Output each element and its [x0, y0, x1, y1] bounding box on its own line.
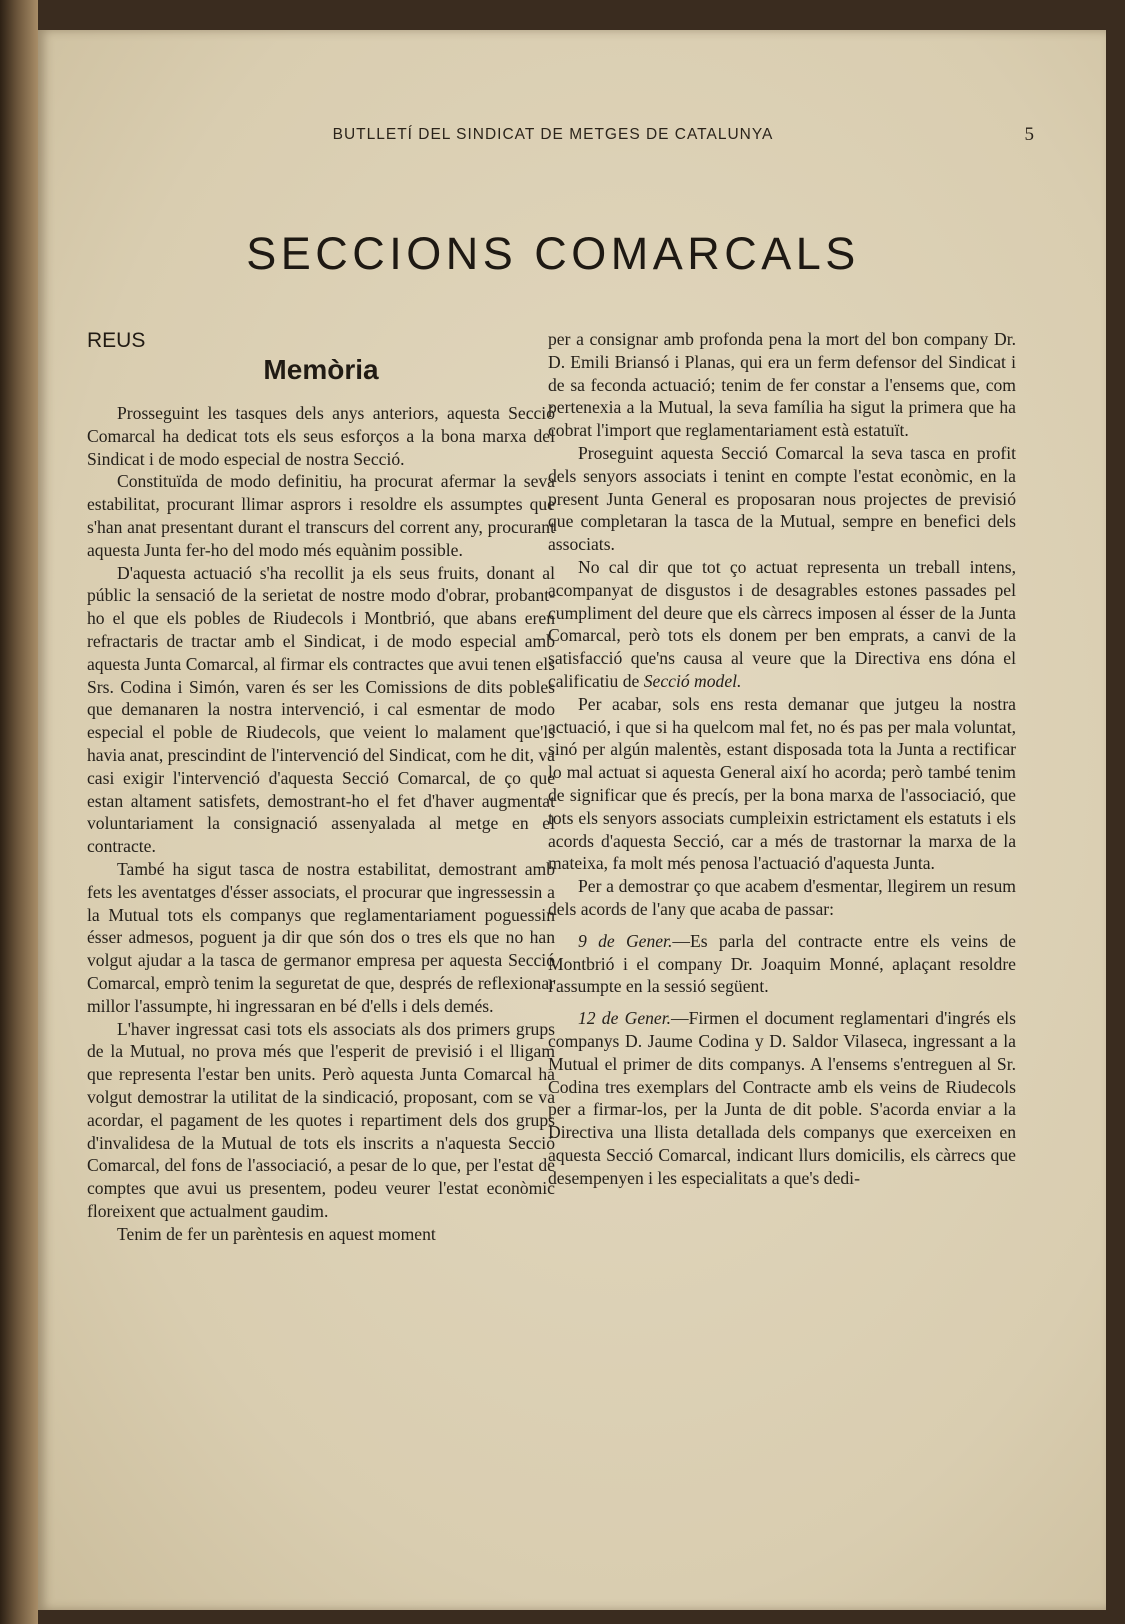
book-spine: [0, 0, 38, 1624]
entry-date: 12 de Gener.: [578, 1008, 672, 1029]
page-number: 5: [1024, 124, 1034, 145]
paragraph: Tenim de fer un parèntesis en aquest moment: [117, 1223, 436, 1244]
paragraph: Prosseguint les tasques dels anys anteriors, aquesta Secció Comarcal ha dedicat tots els seus esforços a la bona marxa del Sindicat i de modo especial de nostra Secció.: [87, 403, 555, 469]
section-heading: Memòria: [263, 354, 379, 385]
minutes-entry: [548, 1007, 1016, 1189]
paragraph: Proseguint aquesta Secció Comarcal la seva tasca en profit dels senyors associats i tenint en compte l'estat econòmic, en la present Junta General es proposaran nous projectes de previsió que completaran la tasca de la Mutual, sempre en benefici dels associats.: [548, 442, 1016, 555]
emphasis-text: Secció model.: [643, 670, 742, 691]
page-title: SECCIONS COMARCALS: [246, 228, 860, 279]
entry-text: —Firmen el document reglamentari d'ingrés els companys D. Jaume Codina y D. Saldor Vilaseca, ingressant a la Mutual el primer de dits companys. A l'ensems s'entreguen al Sr. Codina tres exemplars del Contracte amb els veins de Riudecols per a firmar-los, per la Junta de dit poble. S'acorda enviar a la Directiva una llista detallada dels companys que exerceixen en aquesta Secció Comarcal, indicant llurs domicilis, els càrrecs que desempenyen i les especialitats a que's dedi-: [548, 1008, 1016, 1188]
paragraph: D'aquesta actuació s'ha recollit ja els seus fruits, donant al públic la sensació de la serietat de nostre modo d'obrar, probant-ho el que els pobles de Riudecols i Montbrió, que abans eren refractaris de tractar amb el Sindicat, i de modo especial amb aquesta Junta Comarcal, al firmar els contractes que avui tenen els Srs. Codina i Simón, varen és ser les Comissions de dits pobles que demanaren la nostra intervenció, i cal esmentar de modo especial el poble de Riudecols, que veient lo malament que'ls havia anat, prescindint de l'intervenció del Sindicat, com he dit, va casi exigir l'intervenció d'aquesta Secció Comarcal, de ço que estan altament satisfets, demostrant-ho el fet d'haver augmentat voluntariament la consignació assenyalada al metge en el contracte.: [87, 562, 555, 857]
paragraph: Per acabar, sols ens resta demanar que jutgeu la nostra actuació, i que si ha quelcom mal fet, no és pas per mala voluntat, sinó per algún malentès, estant disposada tota la Junta a rectificar lo mal actuat si aquesta General així ho acorda; però també tenim de significar que és precís, per la bona marxa de l'associació, que tots els senyors associats cumpleixin estrictament els estatuts i els acords d'aquesta Secció, car a més de trastornar la marxa de la mateixa, fa molt més penosa l'actuació d'aquesta Junta.: [548, 693, 1016, 874]
paragraph: Constituïda de modo definitiu, ha procurat afermar la seva estabilitat, procurant llimar asprors i resoldre els assumptes que s'han anat presentant durant el transcurs del corrent any, procurant aquesta Junta fer-ho del modo més equànim possible.: [87, 471, 555, 560]
section-place: REUS: [87, 329, 146, 352]
paragraph: També ha sigut tasca de nostra estabilitat, demostrant amb fets les aventatges d'ésser associats, el procurar que ingressessin a la Mutual tots els companys que reglamentariament poguessin ésser admesos, poguent ja dir que són dos o tres els que no han volgut ajudar a la tasca de germanor empresa per aquesta Secció Comarcal, emprò tenim la seguretat de que, després de reflexionar millor l'assumpte, hi ingressaran en bé d'ells i dels demés.: [87, 858, 555, 1016]
document-page: [38, 30, 1106, 1610]
running-header: BUTLLETÍ DEL SINDICAT DE METGES DE CATALUNYA: [332, 126, 774, 143]
right-column: [548, 328, 1016, 1189]
entry-date: 9 de Gener.: [578, 930, 673, 951]
paragraph: L'haver ingressat casi tots els associats als dos primers grups de la Mutual, no prova més que l'esperit de previsió i el lligam que representa l'estar ben units. Però aquesta Junta Comarcal ha volgut demostrar la utilitat de la sindicació, proposant, com se va acordar, el pagament de les quotes i repartiment dels dos grups d'invalidesa de la Mutual de tots els inscrits a n'aquesta Secció Comarcal, del fons de l'associació, a pesar de lo que, per l'estat de comptes que avui us presentem, podeu veurer l'estat econòmic floreixent que actualment gaudim.: [87, 1018, 555, 1221]
left-column: [87, 328, 555, 1245]
paragraph-text: No cal dir que tot ço actuat representa un treball intens, acompanyat de disgustos i de desagrables estones passades pel cumpliment del deure que els càrrecs imposen al ésser de la Junta Comarcal, però tots els donem per ben emprats, a canvi de la satisfacció que'ns causa al veure que la Directiva ens dóna el calificatiu de: [548, 556, 1016, 691]
paragraph: Per a demostrar ço que acabem d'esmentar, llegirem un resum dels acords de l'any que acaba de passar:: [548, 876, 1016, 919]
minutes-entry: [548, 930, 1016, 998]
paragraph: [548, 556, 1016, 693]
entry-text: —Es parla del contracte entre els veins de Montbrió i el company Dr. Joaquim Monné, aplaçant resoldre l'assumpte en la sessió següent.: [548, 930, 1016, 997]
paragraph: per a consignar amb profonda pena la mort del bon company Dr. D. Emili Briansó i Planas, qui era un ferm defensor del Sindicat i de sa feconda actuació; tenim de fer constar a l'ensems que, com pertenexia a la Mutual, la seva família ha sigut la primera que ha cobrat l'import que reglamentariament està estatuït.: [548, 329, 1016, 441]
